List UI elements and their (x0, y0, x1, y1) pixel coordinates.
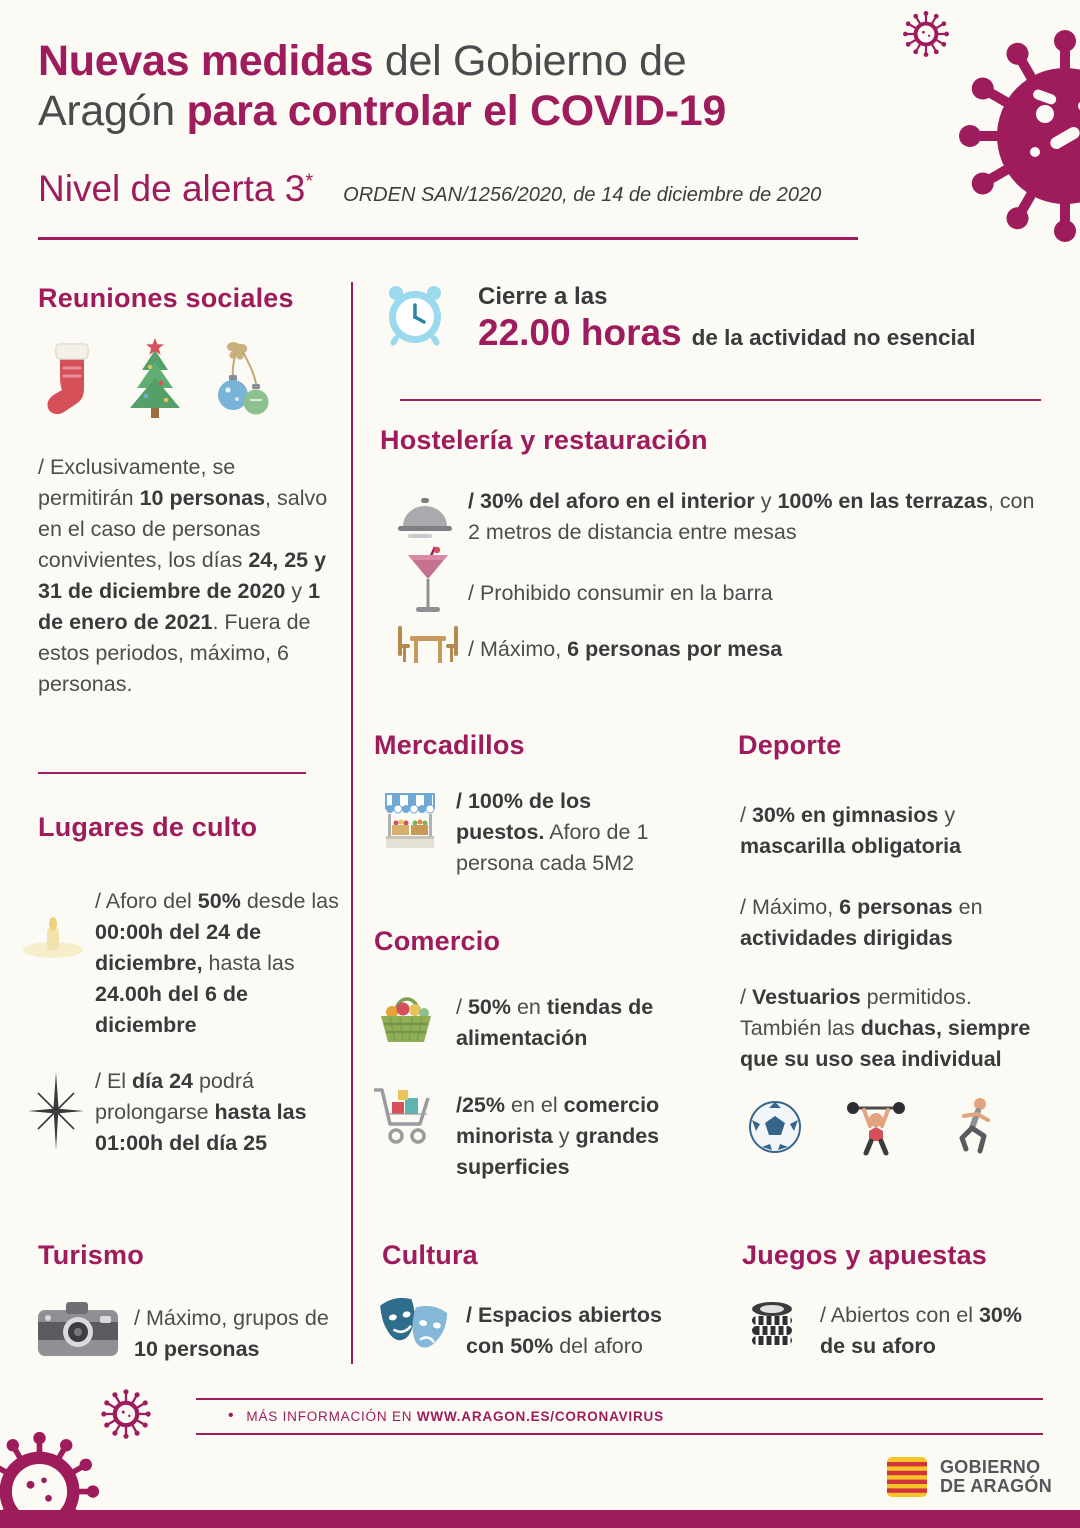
hosteleria-item-barra: / Prohibido consumir en la barra (468, 581, 773, 605)
bullet: • (228, 1407, 235, 1424)
section-heading-mercadillos: Mercadillos (374, 730, 525, 760)
section-heading-comercio: Comercio (374, 926, 501, 956)
hosteleria-item-aforo: / 30% del aforo en el interior y 100% en las terrazas, con 2 metros de distancia entre mesas (468, 489, 1035, 544)
culto-item-aforo: / Aforo del 50% desde las 00:00h del 24 de diciembre, hasta las 24.00h del 6 de diciembre (95, 889, 339, 1037)
info-url: WWW.ARAGON.ES/CORONAVIRUS (416, 1408, 664, 1424)
cocktail-icon (404, 543, 452, 621)
closing-time-value: 22.00 horas (478, 312, 682, 353)
comercio-item-alimentacion: / 50% en tiendas de alimentación (456, 995, 654, 1050)
divider (196, 1433, 1043, 1435)
shopping-cart-icon (372, 1084, 436, 1150)
christmas-stocking-icon (40, 338, 98, 424)
section-heading-deporte: Deporte (738, 730, 842, 760)
comercio-item-minorista: /25% en el comercio minorista y grandes superficies (456, 1093, 660, 1179)
hosteleria-item-mesa: / Máximo, 6 personas por mesa (468, 637, 783, 661)
culto-item-dia24: / El día 24 podrá prolongarse hasta las 01:00h del día 25 (95, 1069, 307, 1155)
closing-time-row (478, 312, 976, 354)
cultura-item: / Espacios abiertos con 50% del aforo (466, 1303, 662, 1358)
alert-level-row (38, 168, 821, 210)
bottom-bar (0, 1510, 1080, 1528)
aragon-flag-icon (884, 1455, 930, 1499)
candle-icon (20, 912, 86, 960)
deporte-item-actividades: / Máximo, 6 personas en actividades dirigidas (740, 895, 983, 950)
divider (38, 772, 306, 774)
table-chairs-icon (396, 624, 460, 666)
mercadillos-item: / 100% de los puestos. Aforo de 1 persona cada 5M2 (456, 789, 649, 875)
gobierno-aragon-logo (884, 1455, 1052, 1499)
more-info-line (228, 1407, 664, 1425)
alarm-clock-icon (382, 281, 448, 349)
theater-masks-icon (378, 1294, 452, 1358)
turismo-item: / Máximo, grupos de 10 personas (134, 1306, 329, 1361)
running-icon (950, 1096, 1000, 1158)
closing-time-label: Cierre a las (478, 283, 608, 310)
page-title: Nuevas medidas del Gobierno de Aragón para controlar el COVID-19 (38, 37, 726, 136)
poker-chips-icon (746, 1294, 802, 1356)
soccer-ball-icon (748, 1100, 802, 1154)
christmas-ornaments-icon (212, 336, 274, 424)
camera-icon (36, 1298, 120, 1360)
info-text: MÁS INFORMACIÓN EN WWW.ARAGON.ES/CORONAVIRUS (246, 1408, 664, 1424)
order-reference: ORDEN SAN/1256/2020, de 14 de diciembre de 2020 (343, 184, 822, 206)
christmas-icons-row (40, 336, 274, 424)
weightlifting-icon (844, 1096, 908, 1158)
star-icon (24, 1070, 88, 1152)
section-heading-cultura: Cultura (382, 1240, 478, 1270)
juegos-item: / Abiertos con el 30% de su aforo (820, 1303, 1022, 1358)
deporte-item-gimnasios: / 30% en gimnasios y mascarilla obligatoria (740, 803, 962, 858)
divider (38, 237, 858, 240)
divider (196, 1398, 1043, 1400)
section-heading-culto: Lugares de culto (38, 812, 258, 842)
grocery-basket-icon (376, 988, 436, 1046)
divider (400, 399, 1041, 401)
coronavirus-icon (945, 16, 1080, 256)
sport-icons-row (748, 1096, 1000, 1158)
section-heading-turismo: Turismo (38, 1240, 144, 1270)
serving-dish-icon (396, 492, 454, 540)
section-heading-reuniones: Reuniones sociales (38, 283, 294, 313)
section-heading-hosteleria: Hostelería y restauración (380, 425, 708, 455)
deporte-item-vestuarios: / Vestuarios permitidos. También las duchas, siempre que su uso sea individual (740, 985, 1031, 1071)
section-heading-juegos: Juegos y apuestas (742, 1240, 988, 1270)
divider (351, 282, 353, 1364)
logo-text: GOBIERNO DE ARAGÓN (940, 1456, 1053, 1496)
market-stall-icon (382, 790, 438, 852)
alert-level: Nivel de alerta 3* (38, 168, 314, 209)
christmas-tree-icon (124, 336, 186, 424)
reuniones-text: / Exclusivamente, se permitirán 10 personas, salvo en el caso de personas convivientes, los días 24, 25 y 31 de diciembre de 2020 y 1 de enero de 2021. Fuera de estos periodos, máximo, 6 personas. (38, 455, 328, 696)
closing-time-suffix: de la actividad no esencial (691, 325, 976, 350)
